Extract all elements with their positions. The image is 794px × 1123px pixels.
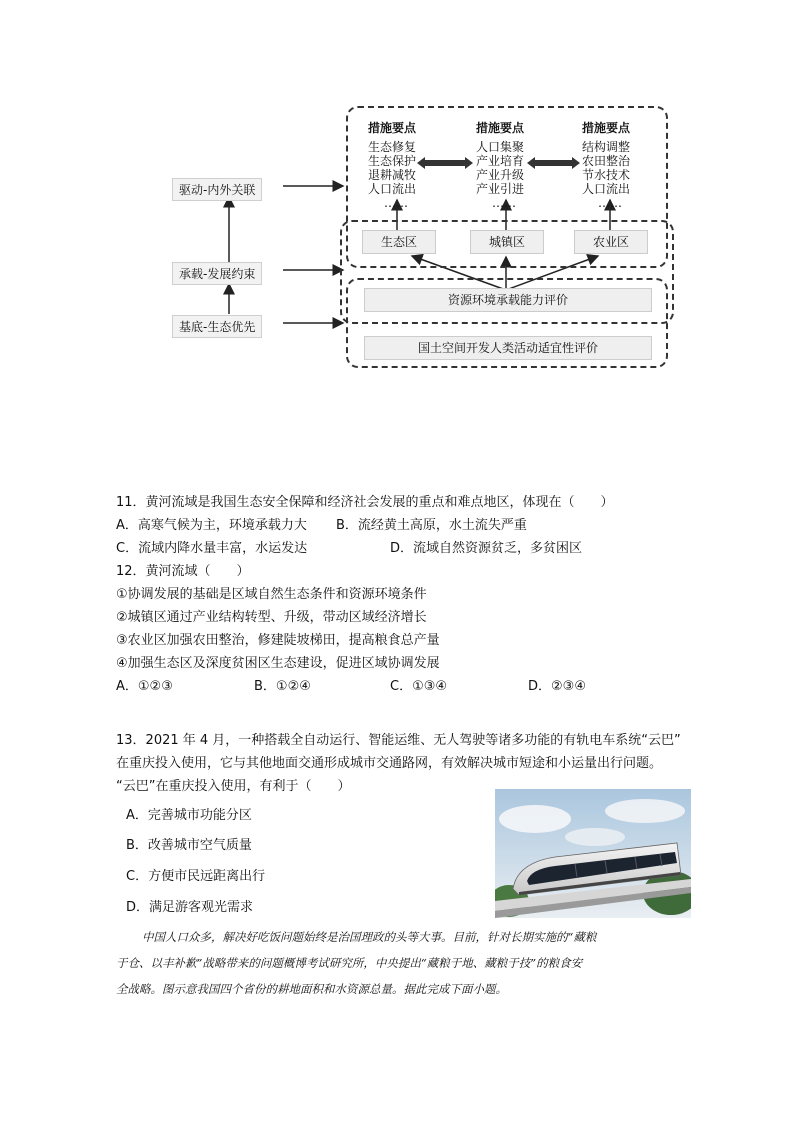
zone-eco: 生态区 <box>362 230 436 254</box>
q11-option-a: A．高寒气候为主，环境承载力大 <box>116 518 307 533</box>
label-base: 基底-生态优先 <box>172 315 262 338</box>
measure-ellipsis: …… <box>492 196 516 210</box>
measures-agri <box>582 119 630 210</box>
q13-option-b: B．改善城市空气质量 <box>126 838 252 853</box>
measure-item: 产业升级 <box>476 168 525 182</box>
q12-statement-4: ④加强生态区及深度贫困区生态建设，促进区域协调发展 <box>116 656 440 671</box>
q12-option-d: D．②③④ <box>528 679 586 694</box>
measures-title: 措施要点 <box>368 121 417 135</box>
measure-item: 产业培育 <box>476 154 525 168</box>
q11-stem: 11．黄河流域是我国生态安全保障和经济社会发展的重点和难点地区，体现在（ ） <box>116 495 614 510</box>
measure-item: 农田整治 <box>582 154 631 168</box>
measure-item: 人口集聚 <box>476 140 525 154</box>
q12-statement-2: ②城镇区通过产业结构转型、升级，带动区域经济增长 <box>116 610 427 625</box>
yunba-monorail-photo <box>495 789 691 918</box>
measure-item: 人口流出 <box>368 182 417 196</box>
measures-eco <box>368 119 416 210</box>
measure-item: 产业引进 <box>476 182 525 196</box>
q11-option-c: C．流域内降水量丰富，水运发达 <box>116 541 308 556</box>
passage-line1: 中国人口众多，解决好吃饭问题始终是治国理政的头等大事。目前，针对长期实施的“藏粮 <box>142 930 597 944</box>
eval-suitability: 国土空间开发人类活动适宜性评价 <box>364 336 652 360</box>
q13-option-a: A．完善城市功能分区 <box>126 808 252 823</box>
q12-stem: 12．黄河流域（ ） <box>116 564 250 579</box>
q13-option-d: D．满足游客观光需求 <box>126 900 254 915</box>
measure-item: 节水技术 <box>582 168 631 182</box>
passage-line2: 于仓、以丰补歉”战略带来的问题概博考试研究所，中央提出“藏粮于地、藏粮于技”的粮食安 <box>116 956 583 970</box>
q12-option-a: A．①②③ <box>116 679 173 694</box>
measure-item: 退耕减牧 <box>368 168 417 182</box>
measure-item: 结构调整 <box>582 140 631 154</box>
measures-title: 措施要点 <box>582 121 631 135</box>
measure-ellipsis: …… <box>384 196 408 210</box>
q13-stem-line1: 13．2021 年 4 月，一种搭载全自动运行、智能运维、无人驾驶等诸多功能的有轨电车系统“云巴” <box>116 733 681 748</box>
q12-option-b: B．①②④ <box>254 679 311 694</box>
zone-town: 城镇区 <box>470 230 544 254</box>
eval-carrying-capacity: 资源环境承载能力评价 <box>364 288 652 312</box>
q12-option-c: C．①③④ <box>390 679 448 694</box>
q11-option-d: D．流域自然资源贫乏，多贫困区 <box>390 541 583 556</box>
q13-stem-line2: 在重庆投入使用，它与其他地面交通形成城市交通路网，有效解决城市短途和小运量出行问题。 <box>116 756 663 771</box>
measure-item: 生态修复 <box>368 140 417 154</box>
measures-town <box>476 119 524 210</box>
q13-option-c: C．方便市民远距离出行 <box>126 869 266 884</box>
q11-option-b: B．流经黄土高原，水土流失严重 <box>336 518 527 533</box>
label-drive: 驱动-内外关联 <box>172 178 262 201</box>
label-load: 承载-发展约束 <box>172 262 262 285</box>
zone-agri: 农业区 <box>574 230 648 254</box>
measure-item: 生态保护 <box>368 154 417 168</box>
q12-statement-1: ①协调发展的基础是区域自然生态条件和资源环境条件 <box>116 587 427 602</box>
passage-line3: 全战略。图示意我国四个省份的耕地面积和水资源总量。据此完成下面小题。 <box>116 982 507 996</box>
q12-statement-3: ③农业区加强农田整治，修建陡坡梯田，提高粮食总产量 <box>116 633 440 648</box>
measures-title: 措施要点 <box>476 121 525 135</box>
q13-stem-line3: “云巴”在重庆投入使用，有利于（ ） <box>116 779 351 794</box>
measure-ellipsis: …… <box>598 196 622 210</box>
measure-item: 人口流出 <box>582 182 631 196</box>
